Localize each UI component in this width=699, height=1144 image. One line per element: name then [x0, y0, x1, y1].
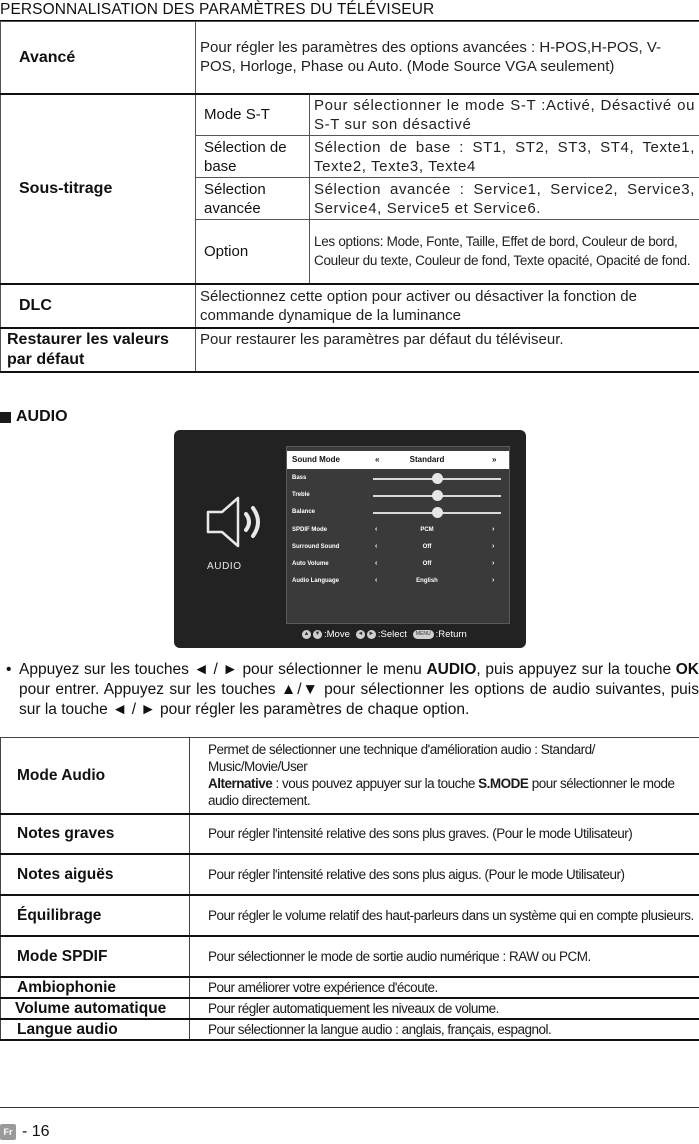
osd-row-treble[interactable]: [287, 488, 509, 503]
slider-knob[interactable]: [432, 473, 443, 484]
osd-help-bar: [302, 629, 467, 640]
osd-row-surround[interactable]: [287, 540, 509, 555]
table-row: [1, 895, 699, 936]
bullet-icon: •: [6, 661, 12, 678]
row-label: Notes aiguës: [1, 854, 190, 895]
settings-table: [0, 21, 699, 373]
audio-table: [0, 737, 699, 1041]
slider-knob[interactable]: [432, 490, 443, 501]
row-label: Volume automatique: [1, 998, 190, 1019]
arrow-right-icon[interactable]: ›: [492, 543, 495, 550]
row-desc: Pour sélectionner le mode de sortie audio numérique : RAW ou PCM.: [190, 936, 699, 977]
table-row: [1, 94, 699, 136]
instructions-text: Appuyez sur les touches ◄ / ► pour sélectionner le menu: [19, 661, 427, 678]
row-label: Ambiophonie: [1, 977, 190, 998]
row-label: Mode SPDIF: [1, 936, 190, 977]
osd-row-name: Auto Volume: [292, 561, 329, 567]
arrow-left-icon[interactable]: ‹: [375, 526, 378, 533]
row-desc-sound-mode: [190, 738, 699, 814]
osd-row-value: Standard: [409, 455, 445, 464]
section-heading-label: AUDIO: [16, 408, 68, 425]
row-label-restore: Restaurer les valeurs par défaut: [1, 328, 196, 372]
osd-menu-label: AUDIO: [207, 561, 242, 572]
row-label: Langue audio: [1, 1019, 190, 1040]
osd-row-audio-language[interactable]: [287, 574, 509, 589]
instructions-bold: AUDIO: [426, 661, 477, 678]
section-heading: [0, 407, 68, 427]
osd-row-value: Off: [422, 544, 432, 550]
osd-row-balance[interactable]: [287, 505, 509, 520]
osd-row-name: Surround Sound: [292, 544, 340, 550]
table-row: [1, 1019, 699, 1040]
arrow-right-icon[interactable]: ›: [492, 526, 495, 533]
tv-audio-menu: [174, 430, 526, 648]
row-label-advanced: Avancé: [1, 22, 196, 94]
page-footer: [0, 1123, 50, 1141]
instructions-paragraph: [0, 660, 699, 720]
slider-knob[interactable]: [432, 507, 443, 518]
osd-row-name: Treble: [292, 492, 310, 498]
table-row: [1, 284, 699, 328]
subrow-name: Sélection de base: [196, 136, 310, 178]
subrow-desc: Sélection de base : ST1, ST2, ST3, ST4, Texte1, Texte2, Texte3, Texte4: [310, 136, 699, 178]
row-label-sound-mode: Mode Audio: [1, 738, 190, 814]
osd-panel: [286, 446, 510, 624]
arrow-left-icon[interactable]: ‹: [375, 543, 378, 550]
row-desc: Pour sélectionner la langue audio : anglais, français, espagnol.: [190, 1019, 699, 1040]
row-desc-advanced: Pour régler les paramètres des options avancées : H-POS,H-POS, V-POS, Horloge, Phase ou Auto. (Mode Source VGA seulement): [196, 22, 699, 94]
arrow-left-icon[interactable]: ‹: [375, 577, 378, 584]
osd-row-spdif[interactable]: [287, 523, 509, 538]
sound-mode-desc: Permet de sélectionner une technique d'amélioration audio : Standard/ Music/Movie/User: [208, 742, 595, 775]
subrow-desc: Les options: Mode, Fonte, Taille, Effet de bord, Couleur de bord, Couleur du texte, Couleur de fond, Texte opacité, Opacité de fond.: [310, 220, 699, 284]
page-title: PERSONNALISATION DES PARAMÈTRES DU TÉLÉVISEUR: [0, 0, 699, 21]
osd-row-name: Audio Language: [292, 578, 339, 584]
table-row: [1, 814, 699, 854]
arrow-left-icon[interactable]: «: [375, 455, 380, 464]
alt-key: S.MODE: [478, 776, 529, 792]
osd-row-name: SPDIF Mode: [292, 527, 328, 533]
help-return: :Return: [435, 629, 467, 640]
footer-divider: [0, 1107, 699, 1108]
row-label: Équilibrage: [1, 895, 190, 936]
row-desc: Pour améliorer votre expérience d'écoute.: [190, 977, 699, 998]
arrow-right-icon[interactable]: »: [492, 455, 497, 464]
row-label-dlc: DLC: [1, 284, 196, 328]
row-desc-restore: Pour restaurer les paramètres par défaut du téléviseur.: [196, 328, 699, 372]
help-move: :Move: [324, 629, 350, 640]
osd-row-bass[interactable]: [287, 471, 509, 486]
table-row: [1, 738, 699, 814]
subrow-name: Mode S-T: [196, 94, 310, 136]
down-button-icon: ▼: [314, 631, 321, 637]
table-row: [1, 977, 699, 998]
subrow-name: Option: [196, 220, 310, 284]
row-label: Notes graves: [1, 814, 190, 854]
arrow-right-icon[interactable]: ›: [492, 577, 495, 584]
table-row: [1, 328, 699, 372]
osd-row-name: Balance: [292, 509, 316, 515]
row-desc-dlc: Sélectionnez cette option pour activer ou désactiver la fonction de commande dynamique de la luminance: [196, 284, 699, 328]
osd-row-value: Off: [422, 561, 432, 567]
osd-row-value: PCM: [420, 527, 434, 533]
osd-row-name: Bass: [292, 475, 307, 481]
left-button-icon: ◄: [357, 631, 364, 637]
row-desc: Pour régler l'intensité relative des sons plus aigus. (Pour le mode Utilisateur): [190, 854, 699, 895]
table-row: [1, 22, 699, 94]
row-desc: Pour régler le volume relatif des haut-parleurs dans un système qui en compte plusieurs.: [190, 895, 699, 936]
up-button-icon: ▲: [303, 631, 310, 637]
subrow-desc: Sélection avancée : Service1, Service2, Service3, Service4, Service5 et Service6.: [310, 178, 699, 220]
alt-label: Alternative: [208, 776, 273, 792]
row-desc: Pour régler automatiquement les niveaux de volume.: [190, 998, 699, 1019]
table-row: [1, 854, 699, 895]
instructions-text: pour entrer. Appuyez sur les touches ▲/▼ pour sélectionner les options de audio suivantes, puis sur la touche ◄ / ► pour régler les paramètres de chaque option.: [19, 681, 699, 718]
arrow-left-icon[interactable]: ‹: [375, 560, 378, 567]
alt-desc: pour sélectionner le mode audio directement.: [208, 776, 675, 809]
instructions-bold: OK: [675, 661, 699, 678]
subrow-name: Sélection avancée: [196, 178, 310, 220]
table-row: [1, 936, 699, 977]
language-badge: Fr: [0, 1124, 16, 1140]
help-select: :Select: [377, 629, 407, 640]
right-button-icon: ►: [368, 631, 375, 637]
instructions-text: , puis appuyez sur la touche: [476, 661, 676, 678]
osd-row-sound-mode[interactable]: [287, 451, 509, 469]
osd-row-value: English: [416, 578, 438, 584]
arrow-right-icon[interactable]: ›: [492, 560, 495, 567]
speaker-icon: [202, 490, 266, 554]
alt-desc: : vous pouvez appuyer sur la touche: [272, 776, 479, 792]
subrow-desc: Pour sélectionner le mode S-T :Activé, Désactivé ou S-T sur son désactivé: [310, 94, 699, 136]
osd-row-auto-volume[interactable]: [287, 557, 509, 572]
page-number: - 16: [22, 1123, 50, 1140]
osd-row-name: Sound Mode: [292, 455, 340, 464]
row-desc: Pour régler l'intensité relative des sons plus graves. (Pour le mode Utilisateur): [190, 814, 699, 854]
square-bullet-icon: [0, 412, 11, 423]
menu-key-icon: MENU: [413, 630, 434, 639]
table-row: [1, 998, 699, 1019]
row-label-subtitles: Sous-titrage: [1, 94, 196, 284]
